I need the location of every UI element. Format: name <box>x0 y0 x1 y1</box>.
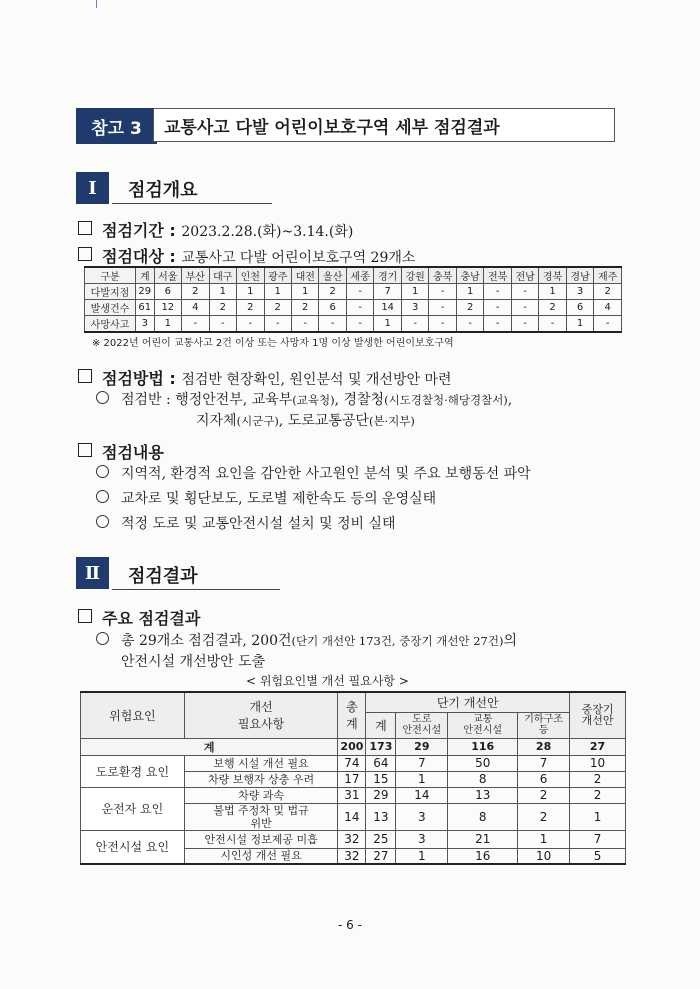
team-text: , 경찰청 <box>334 392 385 408</box>
value-cell: 2 <box>570 771 626 787</box>
content-item <box>96 488 436 508</box>
header-region: 제주 <box>594 267 622 284</box>
table-cell: 2 <box>456 300 483 316</box>
table-total-row <box>81 738 626 755</box>
table-cell: - <box>484 284 511 300</box>
checkbox-square-icon <box>78 369 92 383</box>
value-cell: 14 <box>396 787 448 803</box>
inspection-team-line-2 <box>196 410 415 430</box>
improvement-need: 보행 시설 개선 필요 <box>184 755 338 771</box>
table-cell: 3 <box>136 316 155 333</box>
value-cell: 31 <box>338 787 366 803</box>
table-cell: 4 <box>182 300 209 316</box>
value-cell: 7 <box>396 755 448 771</box>
total-cell: 116 <box>448 738 518 755</box>
header-region: 세종 <box>346 267 373 284</box>
table-cell: 14 <box>374 300 401 316</box>
main-results-heading <box>78 606 200 629</box>
table-row <box>85 316 622 333</box>
top-margin-mark <box>96 0 97 8</box>
value-cell: 8 <box>448 771 518 787</box>
method-value: 점검반 현장확인, 원인분석 및 개선방안 마련 <box>181 372 452 388</box>
table-cell: - <box>594 316 622 333</box>
value-cell: 2 <box>570 787 626 803</box>
table-cell: 2 <box>264 300 291 316</box>
method-heading <box>78 366 452 389</box>
table-cell: 2 <box>319 284 346 300</box>
table-cell: 4 <box>594 300 622 316</box>
table-cell: 1 <box>539 284 566 300</box>
table-cell: - <box>346 300 373 316</box>
table-cell: 2 <box>291 300 318 316</box>
value-cell: 21 <box>448 830 518 848</box>
value-cell: 7 <box>570 830 626 848</box>
table-header-row <box>85 267 622 284</box>
value-cell: 3 <box>396 830 448 848</box>
team-text: (교육청) <box>292 393 335 407</box>
reference-title: 교통사고 다발 어린이보호구역 세부 점검결과 <box>153 108 615 142</box>
table-caption: < 위험요인별 개선 필요사항 > <box>246 674 409 688</box>
table-cell: 2 <box>209 300 236 316</box>
header-need: 개선 필요사항 <box>184 692 338 738</box>
table-cell: 1 <box>456 284 483 300</box>
table-cell: - <box>237 316 264 333</box>
table-row <box>85 300 622 316</box>
team-text: (시군구) <box>236 414 279 428</box>
value-cell: 2 <box>518 787 570 803</box>
header-short-term: 단기 개선안 <box>366 692 570 712</box>
table-row <box>85 284 622 300</box>
content-label: 점검내용 <box>102 443 164 462</box>
value-cell: 10 <box>518 848 570 864</box>
summary-text: 총 29개소 점검결과, 200건 <box>121 633 292 649</box>
circle-bullet-icon <box>96 465 109 478</box>
target-region-table <box>84 266 622 333</box>
target-label: 점검대상 : <box>102 247 176 266</box>
total-cell: 173 <box>366 738 396 755</box>
header-region: 경기 <box>374 267 401 284</box>
team-text: , <box>507 392 513 408</box>
risk-group-label: 안전시설 요인 <box>81 830 185 864</box>
content-item-text: 지역적, 환경적 요인을 감안한 사고원인 분석 및 주요 보행동선 파악 <box>121 466 531 482</box>
table-cell: 12 <box>154 300 181 316</box>
section-number-1: Ⅰ <box>76 172 109 204</box>
table-row <box>81 787 626 803</box>
section-number-2: Ⅱ <box>76 557 109 589</box>
main-results-label: 주요 점검결과 <box>102 609 201 628</box>
inspection-team-line-1 <box>96 389 512 409</box>
team-text: 점검반 : 행정안전부, 교육부 <box>121 392 293 408</box>
table-cell: 1 <box>401 284 428 300</box>
table-cell: 3 <box>401 300 428 316</box>
header-road-facility: 도로 안전시설 <box>396 712 448 738</box>
value-cell: 10 <box>570 755 626 771</box>
checkbox-square-icon <box>78 221 92 235</box>
content-item <box>96 513 396 533</box>
circle-bullet-icon <box>96 515 109 528</box>
table-cell: 1 <box>209 284 236 300</box>
table-cell: 6 <box>154 284 181 300</box>
header-region: 충남 <box>456 267 483 284</box>
value-cell: 2 <box>518 803 570 830</box>
table-cell: - <box>456 316 483 333</box>
value-cell: 17 <box>338 771 366 787</box>
table-cell: 1 <box>237 284 264 300</box>
table-cell: 2 <box>539 300 566 316</box>
table-cell: - <box>539 316 566 333</box>
checkbox-square-icon <box>78 443 92 457</box>
target-heading <box>78 244 415 267</box>
header-region: 대전 <box>291 267 318 284</box>
value-cell: 8 <box>448 803 518 830</box>
section-underline-2 <box>112 589 280 590</box>
table-cell: 3 <box>566 284 593 300</box>
improvement-need: 안전시설 정보제공 미흡 <box>184 830 338 848</box>
section-title-2: 점검결과 <box>128 566 198 587</box>
table-cell: 7 <box>374 284 401 300</box>
summary-text: (단기 개선안 173건, 중장기 개선안 27건) <box>291 634 504 648</box>
table-cell: - <box>346 316 373 333</box>
table-cell: - <box>209 316 236 333</box>
header-long-term: 중장기 개선안 <box>570 692 626 738</box>
header-region: 경남 <box>566 267 593 284</box>
period-heading <box>78 218 353 241</box>
value-cell: 50 <box>448 755 518 771</box>
row-label: 발생건수 <box>85 300 136 316</box>
value-cell: 6 <box>518 771 570 787</box>
header-total: 총 계 <box>338 692 366 738</box>
content-item-text: 적정 도로 및 교통안전시설 설치 및 정비 실태 <box>121 516 396 532</box>
header-region: 대구 <box>209 267 236 284</box>
risk-group-label: 도로환경 요인 <box>81 755 185 787</box>
team-text: (시도경찰청·해당경찰서) <box>384 393 508 407</box>
circle-bullet-icon <box>96 490 109 503</box>
table-cell: - <box>484 300 511 316</box>
total-cell: 200 <box>338 738 366 755</box>
summary-text: 의 <box>503 633 517 649</box>
header-region: 서울 <box>154 267 181 284</box>
table-cell: 29 <box>136 284 155 300</box>
value-cell: 32 <box>338 848 366 864</box>
table-cell: 6 <box>566 300 593 316</box>
content-item <box>96 463 531 483</box>
improvement-need: 시인성 개선 필요 <box>184 848 338 864</box>
checkbox-square-icon <box>78 247 92 261</box>
value-cell: 5 <box>570 848 626 864</box>
table-row <box>81 830 626 848</box>
content-item-text: 교차로 및 횡단보도, 도로별 제한속도 등의 운영실태 <box>121 491 437 507</box>
table-cell: - <box>429 284 456 300</box>
header-region: 충북 <box>429 267 456 284</box>
table-cell: - <box>511 316 538 333</box>
value-cell: 14 <box>338 803 366 830</box>
value-cell: 25 <box>366 830 396 848</box>
total-cell: 29 <box>396 738 448 755</box>
value-cell: 7 <box>518 755 570 771</box>
table-cell: 1 <box>374 316 401 333</box>
header-region: 경북 <box>539 267 566 284</box>
table-cell: - <box>429 300 456 316</box>
risk-factor-table <box>80 691 626 865</box>
value-cell: 1 <box>396 771 448 787</box>
value-cell: 3 <box>396 803 448 830</box>
table-cell: - <box>401 316 428 333</box>
total-cell: 28 <box>518 738 570 755</box>
improvement-need: 차량 보행자 상충 우려 <box>184 771 338 787</box>
table-cell: 1 <box>566 316 593 333</box>
row-label: 다발지점 <box>85 284 136 300</box>
table-cell: 2 <box>237 300 264 316</box>
header-region: 계 <box>136 267 155 284</box>
header-traffic-facility: 교통 안전시설 <box>448 712 518 738</box>
header-region: 부산 <box>182 267 209 284</box>
content-heading <box>78 440 164 463</box>
header-region: 전북 <box>484 267 511 284</box>
table-cell: - <box>511 300 538 316</box>
value-cell: 1 <box>518 830 570 848</box>
circle-bullet-icon <box>96 391 109 404</box>
value-cell: 27 <box>366 848 396 864</box>
page-number: - 6 - <box>338 918 362 932</box>
table-cell: 6 <box>319 300 346 316</box>
period-value: 2023.2.28.(화)~3.14.(화) <box>181 224 354 240</box>
improvement-need: 불법 주정차 및 법규위반 <box>184 803 338 830</box>
section-underline-1 <box>112 203 272 204</box>
value-cell: 29 <box>366 787 396 803</box>
value-cell: 15 <box>366 771 396 787</box>
table-row <box>81 755 626 771</box>
reference-label: 참고 3 <box>76 108 157 144</box>
team-text: , 도로교통공단 <box>278 413 369 429</box>
value-cell: 1 <box>570 803 626 830</box>
table-cell: 61 <box>136 300 155 316</box>
row-label: 사망사고 <box>85 316 136 333</box>
value-cell: 64 <box>366 755 396 771</box>
table-cell: - <box>182 316 209 333</box>
table-cell: - <box>291 316 318 333</box>
method-label: 점검방법 : <box>102 369 176 388</box>
header-category: 구분 <box>85 267 136 284</box>
value-cell: 32 <box>338 830 366 848</box>
table-cell: 2 <box>594 284 622 300</box>
table-cell: - <box>511 284 538 300</box>
header-region: 강원 <box>401 267 428 284</box>
improvement-need: 차량 과속 <box>184 787 338 803</box>
table-header-row <box>81 692 626 712</box>
checkbox-square-icon <box>78 609 92 623</box>
table-cell: 1 <box>264 284 291 300</box>
total-cell: 27 <box>570 738 626 755</box>
value-cell: 13 <box>366 803 396 830</box>
period-label: 점검기간 : <box>102 221 176 240</box>
results-summary-line-2: 안전시설 개선방안 도출 <box>121 654 266 670</box>
target-value: 교통사고 다발 어린이보호구역 29개소 <box>181 250 416 266</box>
table-cell: - <box>346 284 373 300</box>
target-footnote: ※ 2022년 어린이 교통사고 2건 이상 또는 사망자 1명 이상 발생한 어린이보호구역 <box>92 338 454 349</box>
table-cell: - <box>484 316 511 333</box>
circle-bullet-icon <box>96 632 109 645</box>
header-factor: 위험요인 <box>81 692 185 738</box>
value-cell: 13 <box>448 787 518 803</box>
header-region: 전남 <box>511 267 538 284</box>
team-text: (본·지부) <box>368 414 415 428</box>
header-region: 광주 <box>264 267 291 284</box>
table-cell: - <box>264 316 291 333</box>
risk-group-label: 운전자 요인 <box>81 787 185 830</box>
value-cell: 74 <box>338 755 366 771</box>
team-text: 지자체 <box>196 413 237 429</box>
table-cell: 1 <box>291 284 318 300</box>
header-region: 인천 <box>237 267 264 284</box>
value-cell: 16 <box>448 848 518 864</box>
results-summary-line-1 <box>96 630 517 650</box>
header-region: 울산 <box>319 267 346 284</box>
value-cell: 1 <box>396 848 448 864</box>
header-geometry: 기하구조 등 <box>518 712 570 738</box>
header-short-sum: 계 <box>366 712 396 738</box>
table-cell: 2 <box>182 284 209 300</box>
total-label: 계 <box>81 738 338 755</box>
table-cell: 1 <box>154 316 181 333</box>
section-title-1: 점검개요 <box>128 180 198 201</box>
table-cell: - <box>319 316 346 333</box>
table-cell: - <box>429 316 456 333</box>
